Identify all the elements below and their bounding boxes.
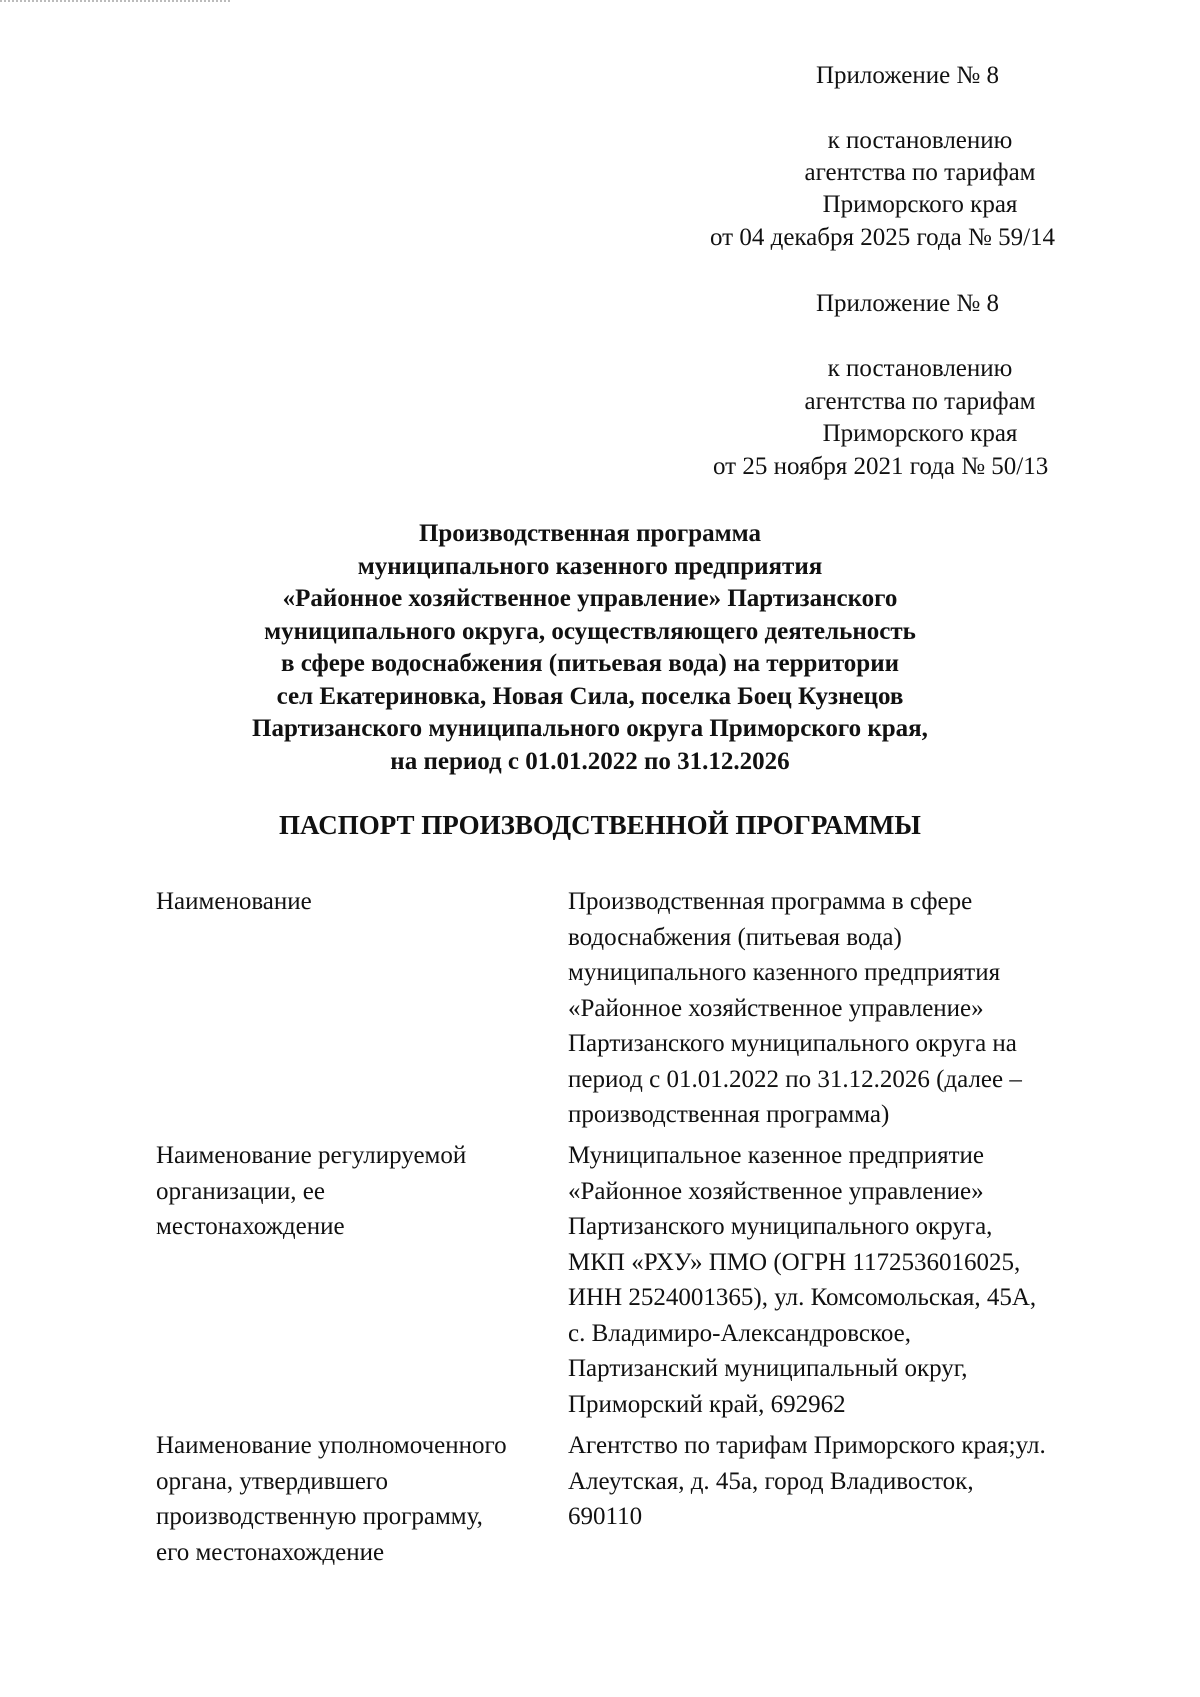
passport-row-value (568, 1138, 1108, 1422)
value-line: Приморский край, 692962 (568, 1390, 846, 1418)
passport-row-value (568, 1428, 1108, 1535)
value-line: Муниципальное казенное предприятие (568, 1142, 984, 1169)
decree-ref-line: Приморского края (822, 191, 1018, 218)
value-line: «Районное хозяйственное управление» (568, 994, 984, 1022)
label-line: Наименование уполномоченного (156, 1432, 507, 1459)
title-line: в сфере водоснабжения (питьевая вода) на территории (280, 650, 900, 677)
passport-heading: ПАСПОРТ ПРОИЗВОДСТВЕННОЙ ПРОГРАММЫ (279, 810, 921, 840)
passport-row-label (156, 1428, 556, 1570)
decree-ref-line: Приморского края (822, 420, 1018, 447)
decree-date-line: от 04 декабря 2025 года № 59/14 (710, 224, 1056, 251)
value-line: Производственная программа в сфере (568, 888, 973, 915)
title-line: муниципального казенного предприятия (357, 552, 823, 580)
value-line: ИНН 2524001365), ул. Комсомольская, 45А, (568, 1284, 1037, 1311)
title-line: Производственная программа (418, 520, 762, 547)
value-line: МКП «РХУ» ПМО (ОГРН 1172536016025, (568, 1248, 1021, 1276)
appendix-label-2: Приложение № 8 (816, 290, 1000, 317)
program-title (200, 518, 980, 778)
passport-row-value (568, 884, 1108, 1133)
value-line: 690110 (568, 1503, 643, 1530)
value-line: водоснабжения (питьевая вода) (568, 923, 902, 951)
label-line: его местонахождение (156, 1538, 385, 1566)
passport-row-label (156, 884, 556, 920)
title-line: Партизанского муниципального округа Приморского края, (252, 715, 928, 742)
decree-ref-line: к постановлению (827, 127, 1013, 154)
label-line: производственную программу, (156, 1503, 483, 1530)
value-line: производственная программа) (568, 1101, 890, 1128)
value-line: Агентство по тарифам Приморского края;ул. (568, 1432, 1046, 1459)
value-line: Партизанского муниципального округа, (568, 1213, 993, 1240)
decree-ref-line: к постановлению (827, 355, 1013, 382)
decree-date-line: от 25 ноября 2021 года № 50/13 (713, 453, 1049, 480)
decree-ref-line: агентства по тарифам (804, 388, 1036, 415)
decree-ref-line: агентства по тарифам (804, 159, 1036, 186)
value-line: Партизанский муниципальный округ, (568, 1355, 968, 1382)
value-line: муниципального казенного предприятия (568, 959, 1001, 986)
passport-row-label (156, 1138, 556, 1245)
value-line: период с 01.01.2022 по 31.12.2026 (далее – (568, 1065, 1022, 1093)
appendix-label-1: Приложение № 8 (816, 62, 1000, 89)
title-line: на период с 01.01.2022 по 31.12.2026 (390, 747, 790, 775)
value-line: с. Владимиро-Александровское, (568, 1319, 911, 1347)
value-line: «Районное хозяйственное управление» (568, 1177, 984, 1205)
title-line: муниципального округа, осуществляющего деятельность (264, 617, 916, 645)
label-line: Наименование (156, 888, 312, 915)
label-line: организации, ее (156, 1177, 325, 1205)
label-line: местонахождение (156, 1213, 345, 1240)
label-line: органа, утвердившего (156, 1467, 389, 1495)
title-line: «Районное хозяйственное управление» Партизанского (282, 585, 898, 612)
value-line: Партизанского муниципального округа на (568, 1030, 1017, 1057)
label-line: Наименование регулируемой (156, 1142, 467, 1169)
title-line: сел Екатериновка, Новая Сила, поселка Боец Кузнецов (276, 682, 904, 710)
scan-edge-mark (0, 0, 230, 5)
value-line: Алеутская, д. 45а, город Владивосток, (568, 1467, 974, 1495)
